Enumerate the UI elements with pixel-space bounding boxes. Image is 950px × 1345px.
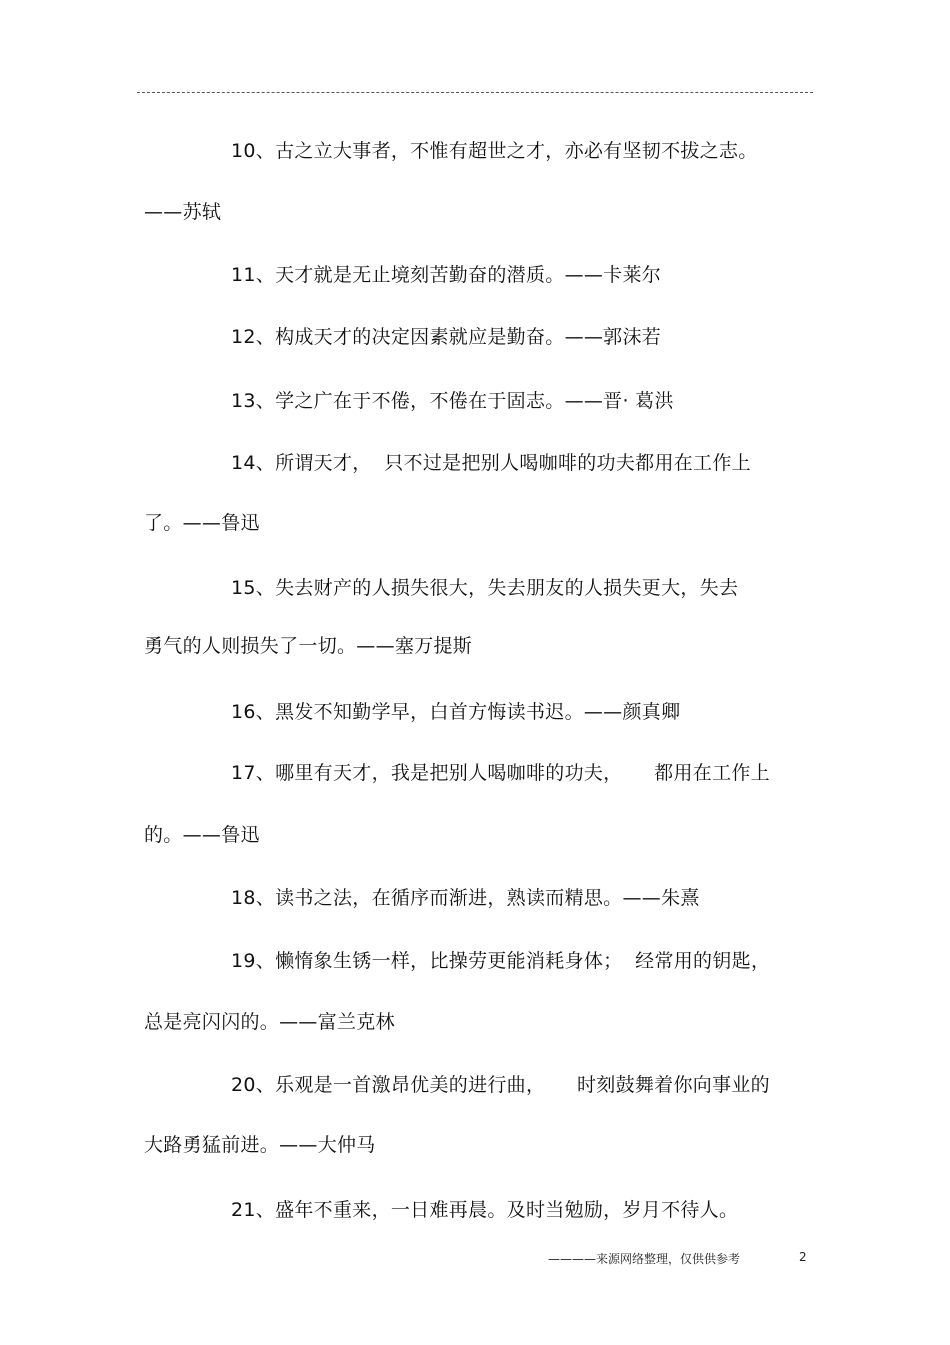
quote-line: ——苏轼: [144, 201, 222, 223]
quote-line: 12、构成天才的决定因素就应是勤奋。——郭沫若: [231, 326, 662, 348]
quote-line: 19、懒惰象生锈一样，比操劳更能消耗身体； 经常用的钥匙，: [231, 950, 771, 972]
quote-line: 15、失去财产的人损失很大，失去朋友的人损失更大，失去: [231, 577, 739, 599]
footer-source-note: ————来源网络整理，仅供供参考: [548, 1252, 741, 1266]
quote-line: 16、黑发不知勤学早，白首方悔读书迟。——颜真卿: [231, 701, 681, 723]
quote-line: 的。——鲁迅: [144, 824, 260, 846]
quote-line: 14、所谓天才， 只不过是把别人喝咖啡的功夫都用在工作上: [231, 452, 751, 474]
quote-line: 10、古之立大事者，不惟有超世之才，亦必有坚韧不拔之志。: [231, 140, 758, 162]
quote-line: 大路勇猛前进。——大仲马: [144, 1134, 376, 1156]
quote-line: 11、天才就是无止境刻苦勤奋的潜质。——卡莱尔: [231, 264, 662, 286]
quote-line: 13、学之广在于不倦，不倦在于固志。——晋· 葛洪: [231, 390, 674, 412]
quote-line: 勇气的人则损失了一切。——塞万提斯: [144, 635, 473, 657]
quote-line: 总是亮闪闪的。——富兰克林: [144, 1011, 395, 1033]
quote-line: 21、盛年不重来，一日难再晨。及时当勉励，岁月不待人。: [231, 1199, 739, 1221]
header-dashed-rule: [137, 92, 813, 93]
quote-line: 20、乐观是一首激昂优美的进行曲， 时刻鼓舞着你向事业的: [231, 1074, 770, 1096]
quote-line: 了。——鲁迅: [144, 512, 260, 534]
page-number: 2: [799, 1250, 807, 1264]
quote-line: 17、哪里有天才，我是把别人喝咖啡的功夫， 都用在工作上: [231, 762, 770, 784]
quote-line: 18、读书之法，在循序而渐进，熟读而精思。——朱熹: [231, 887, 700, 909]
